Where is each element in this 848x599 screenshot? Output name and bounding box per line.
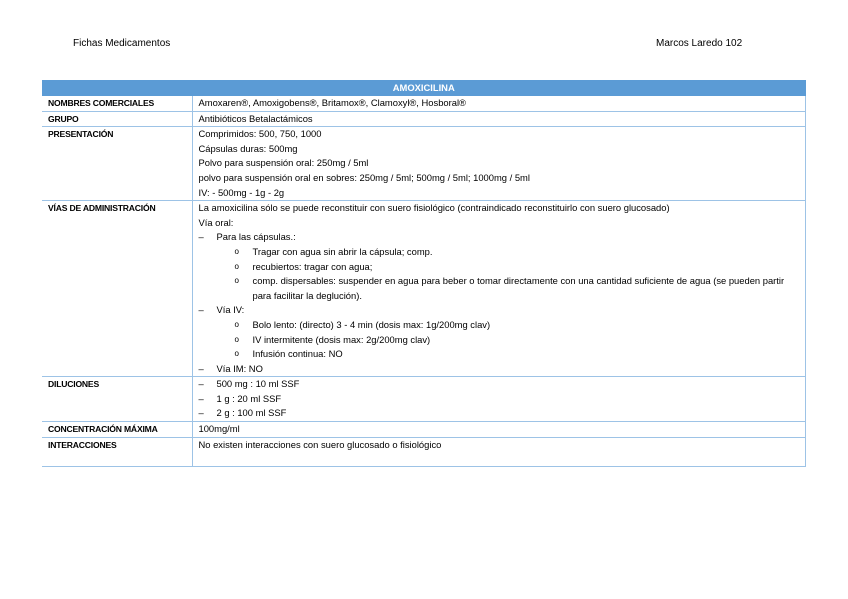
via-oral-heading: Vía oral: [198,216,234,228]
capsulas-heading [199,230,802,245]
row-value-interacciones: No existen interacciones con suero glucosado o fisiológico [192,437,806,466]
row-value-concentracion: 100mg/ml [192,422,806,438]
row-value-vias [192,201,806,377]
row-label-interacciones: INTERACCIONES [42,437,192,466]
row-value-presentacion [192,127,806,201]
list-item-text: o recubiertos: tragar con agua; [252,260,373,272]
row-label-diluciones: DILUCIONES [42,377,192,422]
presentacion-line: Polvo para suspensión oral: 250mg / 5ml [198,157,369,169]
via-iv-heading [199,303,802,318]
table-row [42,96,806,112]
row-label-grupo: GRUPO [42,111,192,127]
capsulas-text: Para las cápsulas.: [216,231,296,243]
via-im-heading [199,362,802,377]
row-value-diluciones [192,377,806,422]
table-row [42,437,806,466]
presentacion-line: polvo para suspensión oral en sobres: 250mg / 5ml; 500mg / 5ml; 1000mg / 5ml [198,171,530,183]
table-row [42,111,806,127]
drug-sheet-table [42,80,806,467]
row-label-nombres: NOMBRES COMERCIALES [42,96,192,112]
list-item-text: o comp. dispersables: suspender en agua para beber o tomar directamente con una cantidad suficiente de agua (se pueden partir para facilitar la deglución). [252,275,785,301]
dilucion-text: 1 g : 20 ml SSF [216,392,282,404]
list-item [199,260,802,275]
table-row [42,422,806,438]
presentacion-line: Comprimidos: 500, 750, 1000 [198,128,322,140]
dilucion-text: 2 g : 100 ml SSF [216,407,287,419]
row-label-vias: VÍAS DE ADMINISTRACIÓN [42,201,192,377]
presentacion-line: IV: - 500mg - 1g - 2g [198,186,285,198]
presentacion-line: Cápsulas duras: 500mg [198,142,298,154]
table-row [42,127,806,201]
table-row [42,377,806,422]
list-item [199,333,802,348]
list-item-text: o Tragar con agua sin abrir la cápsula; comp. [252,245,433,257]
via-im-text: Vía IM: NO [216,362,263,374]
table-row [42,201,806,377]
dilucion-item [199,377,802,392]
list-item-text: o Infusión continua: NO [252,348,343,360]
header-right: Marcos Laredo 102 [656,38,743,49]
drug-title: AMOXICILINA [42,80,806,96]
dilucion-text: 500 mg : 10 ml SSF [216,378,300,390]
list-item-text: o Bolo lento: (directo) 3 - 4 min (dosis max: 1g/200mg clav) [252,318,491,330]
via-iv-text: Vía IV: [216,304,245,316]
row-label-presentacion: PRESENTACIÓN [42,127,192,201]
list-item [199,347,802,362]
dilucion-item [199,392,802,407]
list-item [199,274,802,303]
row-value-nombres: Amoxaren®, Amoxigobens®, Britamox®, Clamoxyl®, Hosboral® [192,96,806,112]
list-item [199,245,802,260]
dilucion-item [199,406,802,421]
header-left: Fichas Medicamentos [73,38,171,49]
list-item [199,318,802,333]
row-label-concentracion: CONCENTRACIÓN MÁXIMA [42,422,192,438]
title-row [42,80,806,96]
list-item-text: o IV intermitente (dosis max: 2g/200mg clav) [252,333,431,345]
vias-intro: La amoxicilina sólo se puede reconstituir con suero fisiológico (contraindicado reconstituirlo con suero glucosado) [198,202,670,214]
row-value-grupo: Antibióticos Betalactámicos [192,111,806,127]
